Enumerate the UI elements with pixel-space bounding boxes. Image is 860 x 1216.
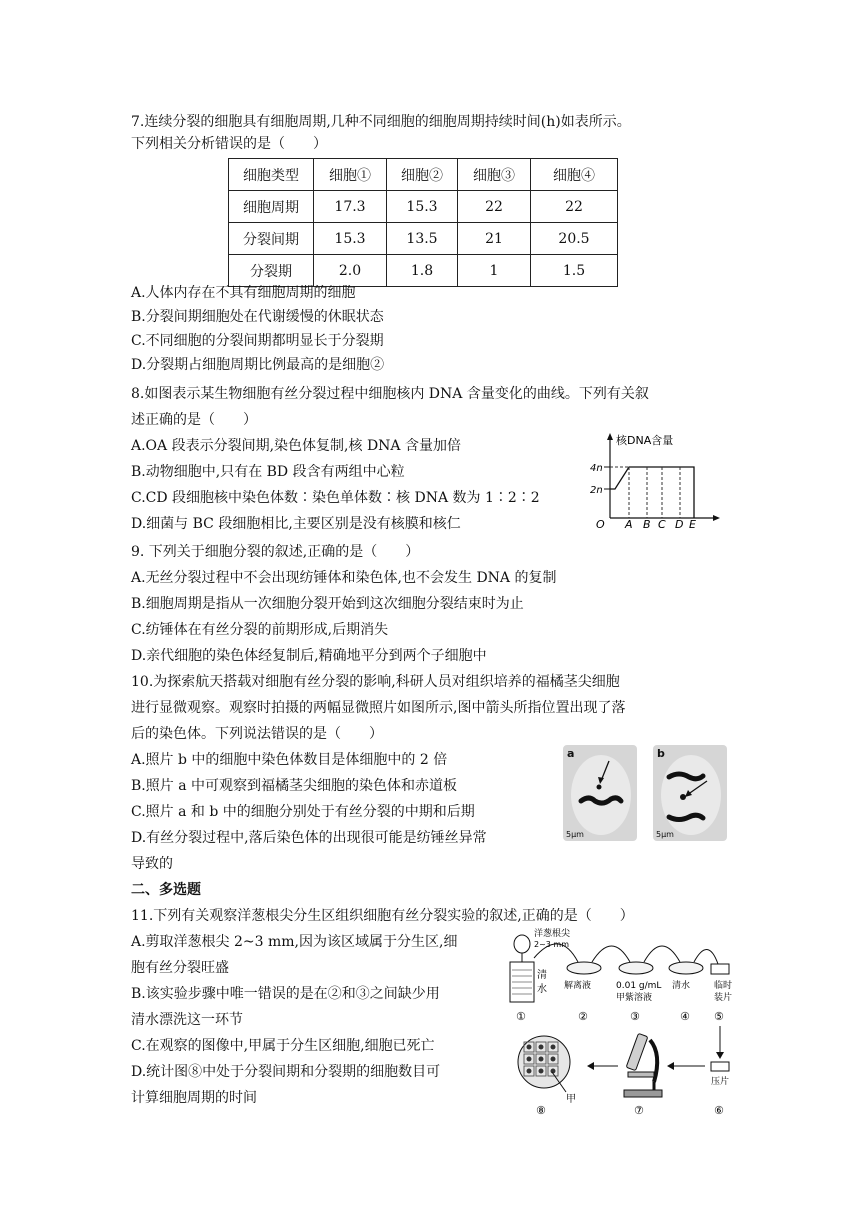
photo-b-label: b bbox=[657, 747, 665, 760]
dissociation-dish-icon bbox=[567, 962, 601, 974]
q8-option-a: A.OA 段表示分裂间期,染色体复制,核 DNA 含量加倍 bbox=[131, 438, 461, 454]
x-tick-a: A bbox=[625, 518, 633, 530]
x-tick-d: D bbox=[675, 518, 684, 530]
table-cell: 细胞① bbox=[314, 159, 387, 191]
mount-label-2: 装片 bbox=[714, 993, 733, 1003]
origin-label: O bbox=[596, 518, 605, 530]
onion-jar-icon bbox=[510, 935, 534, 1002]
mount-label-1: 临时 bbox=[714, 981, 733, 991]
press-label: 压片 bbox=[711, 1077, 730, 1087]
table-cell: 细胞周期 bbox=[229, 191, 314, 223]
experiment-procedure-diagram bbox=[500, 922, 750, 1120]
q11-line-a-cont: 胞有丝分裂旺盛 bbox=[131, 960, 229, 976]
q10-stem-line3: 后的染色体。下列说法错误的是（ ） bbox=[131, 726, 383, 742]
step-number-5: ⑤ bbox=[714, 1010, 724, 1023]
x-tick-b: B bbox=[643, 518, 651, 530]
table-cell: 2.0 bbox=[314, 255, 387, 287]
y-tick-4n: 4n bbox=[590, 463, 603, 474]
stain-dish-icon bbox=[619, 962, 653, 974]
table-cell: 1 bbox=[458, 255, 531, 287]
table-cell: 20.5 bbox=[531, 223, 618, 255]
q10-stem-line1: 10.为探索航天搭载对细胞有丝分裂的影响,科研人员对组织培养的福橘茎尖细胞 bbox=[131, 674, 620, 690]
photo-a-label: a bbox=[567, 747, 575, 760]
q7-option-d: D.分裂期占细胞周期比例最高的是细胞② bbox=[131, 357, 385, 373]
x-tick-c: C bbox=[658, 518, 666, 530]
press-slide-icon bbox=[711, 1062, 729, 1071]
q10-option-a: A.照片 b 中的细胞中染色体数目是体细胞中的 2 倍 bbox=[131, 752, 448, 768]
dna-curve bbox=[610, 467, 694, 518]
water-label-2: 水 bbox=[537, 984, 547, 995]
q7-option-c: C.不同细胞的分裂间期都明显长于分裂期 bbox=[131, 333, 384, 349]
x-tick-e: E bbox=[689, 518, 696, 530]
table-header-row bbox=[229, 159, 618, 191]
q10-option-d-cont: 导致的 bbox=[131, 856, 173, 872]
table-cell: 17.3 bbox=[314, 191, 387, 223]
field-of-view-icon bbox=[518, 1036, 570, 1088]
rinse-label: 清水 bbox=[672, 981, 691, 991]
q11-line-b: B.该实验步骤中唯一错误的是在②和③之间缺少用 bbox=[131, 986, 440, 1002]
section-title-multiple-choice: 二、多选题 bbox=[131, 882, 201, 898]
q8-option-d: D.细菌与 BC 段细胞相比,主要区别是没有核膜和核仁 bbox=[131, 516, 461, 532]
table-cell: 13.5 bbox=[387, 223, 458, 255]
dissociation-label: 解离液 bbox=[564, 981, 592, 991]
q10-option-b: B.照片 a 中可观察到福橘茎尖细胞的染色体和赤道板 bbox=[131, 778, 457, 794]
q7-stem-line1: 7.连续分裂的细胞具有细胞周期,几种不同细胞的细胞周期持续时间(h)如表所示。 bbox=[131, 114, 631, 130]
q9-option-c: C.纺锤体在有丝分裂的前期形成,后期消失 bbox=[131, 622, 389, 638]
step-number-3: ③ bbox=[630, 1010, 640, 1023]
stain-name-label: 甲紫溶液 bbox=[616, 993, 653, 1003]
q8-stem-line1: 8.如图表示某生物细胞有丝分裂过程中细胞核内 DNA 含量变化的曲线。下列有关叙 bbox=[131, 386, 649, 402]
step-number-1: ① bbox=[516, 1010, 526, 1023]
table-cell: 分裂期 bbox=[229, 255, 314, 287]
table-row bbox=[229, 191, 618, 223]
q11-line-a: A.剪取洋葱根尖 2~3 mm,因为该区域属于分生区,细 bbox=[131, 934, 458, 950]
cell-cycle-table bbox=[228, 158, 618, 287]
table-cell: 22 bbox=[531, 191, 618, 223]
microscope-icon bbox=[624, 1033, 662, 1097]
table-cell: 分裂间期 bbox=[229, 223, 314, 255]
q10-option-d: D.有丝分裂过程中,落后染色体的出现很可能是纺锤丝异常 bbox=[131, 830, 487, 846]
q9-option-a: A.无丝分裂过程中不会出现纺锤体和染色体,也不会发生 DNA 的复制 bbox=[131, 570, 557, 586]
step-number-2: ② bbox=[578, 1010, 588, 1023]
photo-a-scale: 5μm bbox=[566, 830, 584, 839]
q7-option-b: B.分裂间期细胞处在代谢缓慢的休眠状态 bbox=[131, 309, 384, 325]
table-cell: 22 bbox=[458, 191, 531, 223]
q10-option-c: C.照片 a 和 b 中的细胞分别处于有丝分裂的中期和后期 bbox=[131, 804, 475, 820]
q7-option-a: A.人体内存在不具有细胞周期的细胞 bbox=[131, 285, 356, 301]
q8-option-b: B.动物细胞中,只有在 BD 段含有两组中心粒 bbox=[131, 464, 405, 480]
q11-stem: 11.下列有关观察洋葱根尖分生区组织细胞有丝分裂实验的叙述,正确的是（ ） bbox=[131, 908, 634, 924]
table-cell: 细胞② bbox=[387, 159, 458, 191]
q8-option-c: C.CD 段细胞核中染色体数∶染色单体数∶核 DNA 数为 1∶2∶2 bbox=[131, 490, 540, 506]
root-tip-label: 洋葱根尖 bbox=[534, 929, 571, 939]
q11-line-d: D.统计图⑧中处于分裂间期和分裂期的细胞数目可 bbox=[131, 1064, 441, 1080]
step-number-6: ⑥ bbox=[714, 1104, 724, 1117]
q9-stem: 9. 下列关于细胞分裂的叙述,正确的是（ ） bbox=[131, 544, 420, 560]
dna-content-graph bbox=[584, 430, 724, 530]
q10-stem-line2: 进行显微观察。观察时拍摄的两幅显微照片如图所示,图中箭头所指位置出现了落 bbox=[131, 700, 626, 716]
step-number-7: ⑦ bbox=[634, 1104, 644, 1117]
table-cell: 15.3 bbox=[314, 223, 387, 255]
stain-concentration-label: 0.01 g/mL bbox=[616, 981, 662, 991]
step-number-8: ⑧ bbox=[536, 1104, 546, 1117]
table-cell: 1.5 bbox=[531, 255, 618, 287]
table-cell: 21 bbox=[458, 223, 531, 255]
q11-line-c: C.在观察的图像中,甲属于分生区细胞,细胞已死亡 bbox=[131, 1038, 435, 1054]
table-cell: 15.3 bbox=[387, 191, 458, 223]
table-row bbox=[229, 255, 618, 287]
graph-title: 核DNA含量 bbox=[616, 434, 674, 447]
table-cell: 1.8 bbox=[387, 255, 458, 287]
q11-line-d-cont: 计算细胞周期的时间 bbox=[131, 1090, 257, 1106]
root-length-label: 2~3 mm bbox=[534, 940, 570, 949]
photo-b-scale: 5μm bbox=[656, 830, 674, 839]
q7-stem-line2: 下列相关分析错误的是（ ） bbox=[131, 136, 327, 152]
water-label-1: 清 bbox=[537, 970, 547, 981]
jia-label: 甲 bbox=[566, 1094, 576, 1105]
table-cell: 细胞④ bbox=[531, 159, 618, 191]
q11-line-b-cont: 清水漂洗这一环节 bbox=[131, 1012, 243, 1028]
q9-option-b: B.细胞周期是指从一次细胞分裂开始到这次细胞分裂结束时为止 bbox=[131, 596, 524, 612]
q9-option-d: D.亲代细胞的染色体经复制后,精确地平分到两个子细胞中 bbox=[131, 648, 487, 664]
table-cell: 细胞类型 bbox=[229, 159, 314, 191]
table-cell: 细胞③ bbox=[458, 159, 531, 191]
micrograph-b bbox=[653, 745, 727, 841]
step-number-4: ④ bbox=[680, 1010, 690, 1023]
q8-stem-line2: 述正确的是（ ） bbox=[131, 412, 257, 428]
y-tick-2n: 2n bbox=[590, 485, 603, 496]
rinse-dish-icon bbox=[669, 962, 703, 974]
slide-icon bbox=[711, 964, 729, 974]
micrograph-a bbox=[563, 745, 637, 841]
table-row bbox=[229, 223, 618, 255]
